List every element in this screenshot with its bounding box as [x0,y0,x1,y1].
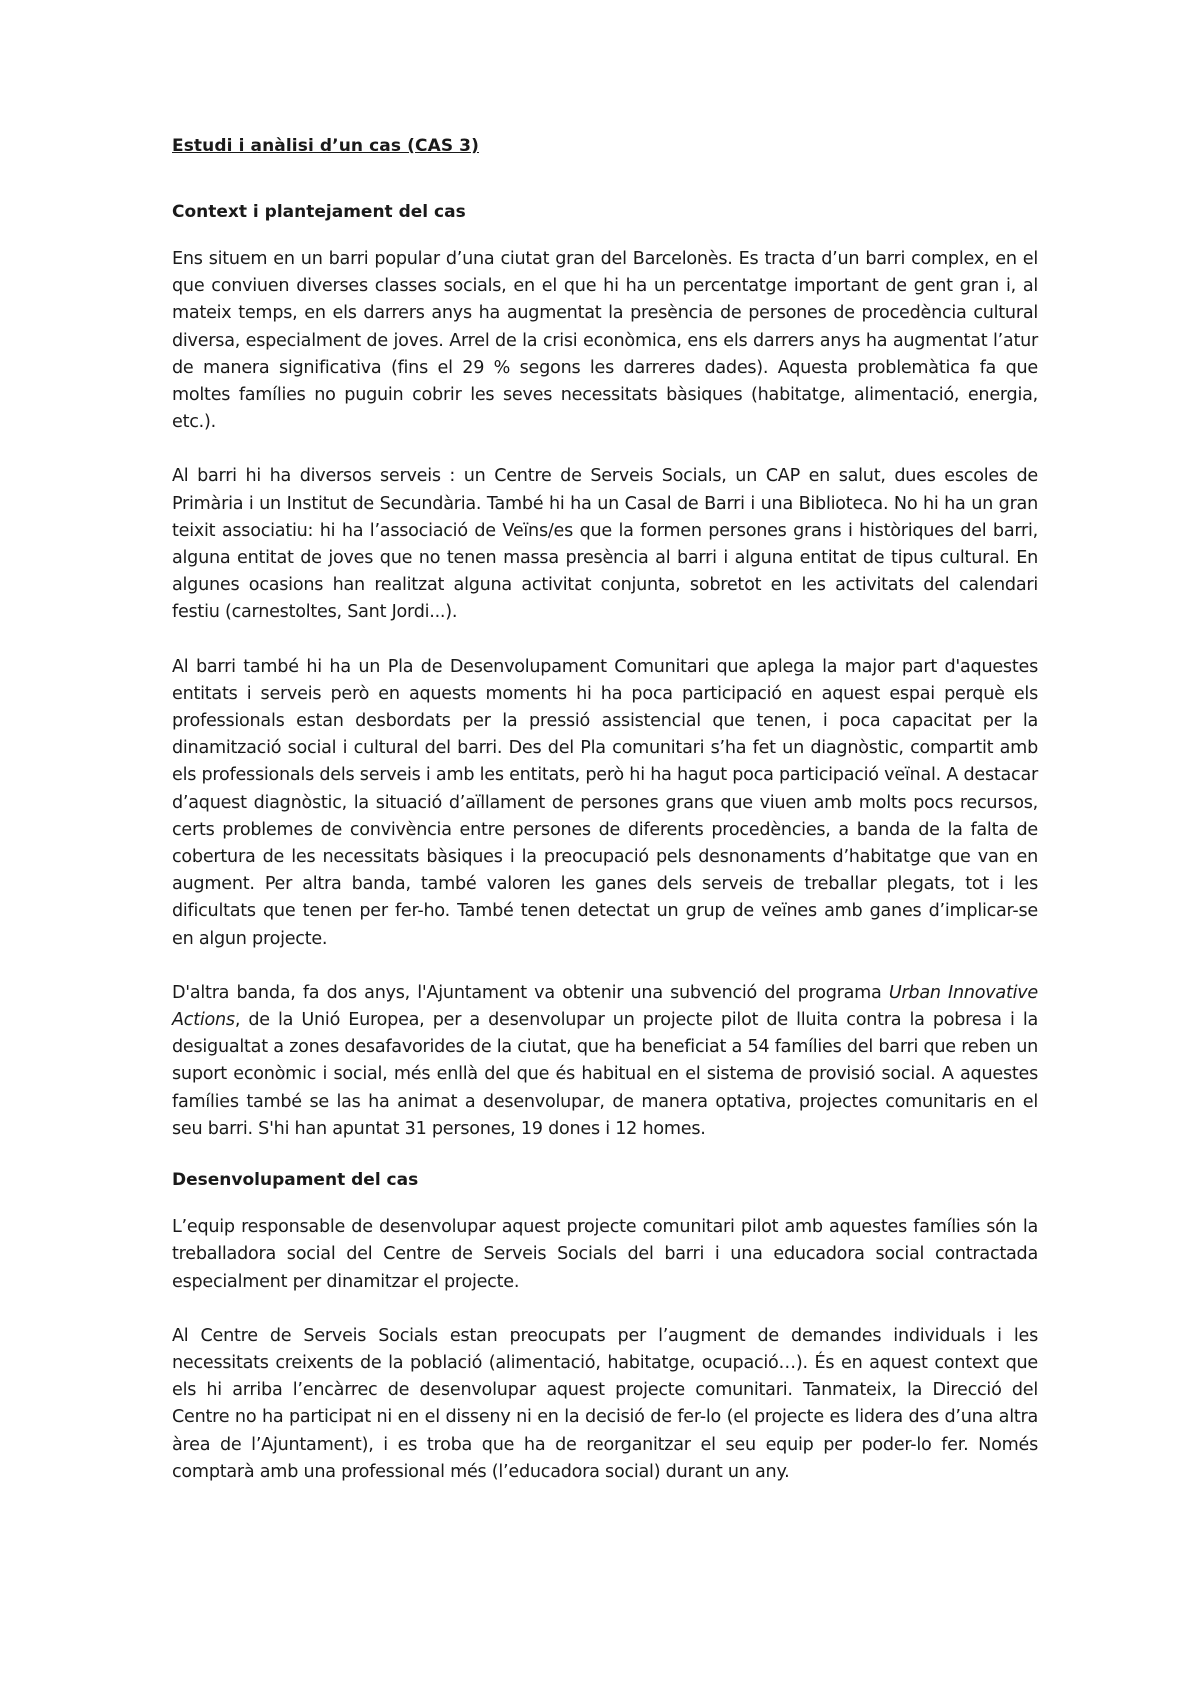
document-title: Estudi i anàlisi d’un cas (CAS 3) [172,136,479,156]
paragraph-context-3: Al barri també hi ha un Pla de Desenvolupament Comunitari que aplega la major part d'aquestes entitats i serveis però en aquests moments hi ha poca participació en aquest espai perquè els professionals estan desbordats per la pressió assistencial que tenen, i poca capacitat per la dinamització social i cultural del barri. Des del Pla comunitari s’ha fet un diagnòstic, compartit amb els professionals dels serveis i amb les entitats, però hi ha hagut poca participació veïnal. A destacar d’aquest diagnòstic, la situació d’aïllament de persones grans que viuen amb molts pocs recursos, certs problemes de convivència entre persones de diferents procedències, a banda de la falta de cobertura de les necessitats bàsiques i la preocupació pels desnonaments d’habitatge que van en augment. Per altra banda, també valoren les ganes dels serveis de treballar plegats, tot i les dificultats que tenen per fer-ho. També tenen detectat un grup de veïnes amb ganes d’implicar-se en algun projecte. [172,656,1038,949]
urban-text-after: , de la Unió Europea, per a desenvolupar un projecte pilot de lluita contra la pobresa i la desigualtat a zones desafavorides de la ciutat, que ha beneficiat a 54 famílies del barri que reben un suport econòmic i social, més enllà del que és habitual en el sistema de provisió social. A aquestes famílies també se las ha animat a desenvolupar, de manera optativa, projectes comunitaris en el seu barri. S'hi han apuntat 31 persones, 19 dones i 12 homes. [172,1010,1038,1139]
section-heading-context: Context i plantejament del cas [172,202,466,222]
paragraph-context-2: Al barri hi ha diversos serveis : un Centre de Serveis Socials, un CAP en salut, dues escoles de Primària i un Institut de Secundària. També hi ha un Casal de Barri i una Biblioteca. No hi ha un gran teixit associatiu: hi ha l’associació de Veïns/es que la formen persones grans i històriques del barri, alguna entitat de joves que no tenen massa presència al barri i alguna entitat de tipus cultural. En algunes ocasions han realitzat alguna activitat conjunta, sobretot en les activitats del calendari festiu (carnestoltes, Sant Jordi...). [172,466,1038,623]
document-page [172,136,1038,1513]
paragraph-urban-actions [172,980,1038,1143]
urban-program-name: Urban Innovative Actions [172,982,1038,1031]
paragraph-context-1: Ens situem en un barri popular d’una ciutat gran del Barcelonès. Es tracta d’un barri complex, en el que conviuen diverses classes socials, en el que hi ha un percentatge important de gent gran i, al mateix temps, en els darrers anys ha augmentat la presència de persones de procedència cultural diversa, especialment de joves. Arrel de la crisi econòmica, ens els darrers anys ha augmentat l’atur de manera significativa (fins el 29 % segons les darreres dades). Aquesta problemàtica fa que moltes famílies no puguin cobrir les seves necessitats bàsiques (habitatge, alimentació, energia, etc.). [172,249,1038,433]
paragraph-development-1: L’equip responsable de desenvolupar aquest projecte comunitari pilot amb aquestes famílies són la treballadora social del Centre de Serveis Socials del barri i una educadora social contractada especialment per dinamitzar el projecte. [172,1217,1038,1292]
paragraph-development-2: Al Centre de Serveis Socials estan preocupats per l’augment de demandes individuals i les necessitats creixents de la població (alimentació, habitatge, ocupació…). És en aquest context que els hi arriba l’encàrrec de desenvolupar aquest projecte comunitari. Tanmateix, la Direcció del Centre no ha participat ni en el disseny ni en la decisió de fer-lo (el projecte es lidera des d’una altra àrea de l’Ajuntament), i es troba que ha de reorganitzar el seu equip per poder-lo fer. Només comptarà amb una professional més (l’educadora social) durant un any. [172,1325,1038,1482]
urban-text-before: D'altra banda, fa dos anys, l'Ajuntament va obtenir una subvenció del programa [172,982,889,1003]
section-heading-development: Desenvolupament del cas [172,1170,419,1191]
